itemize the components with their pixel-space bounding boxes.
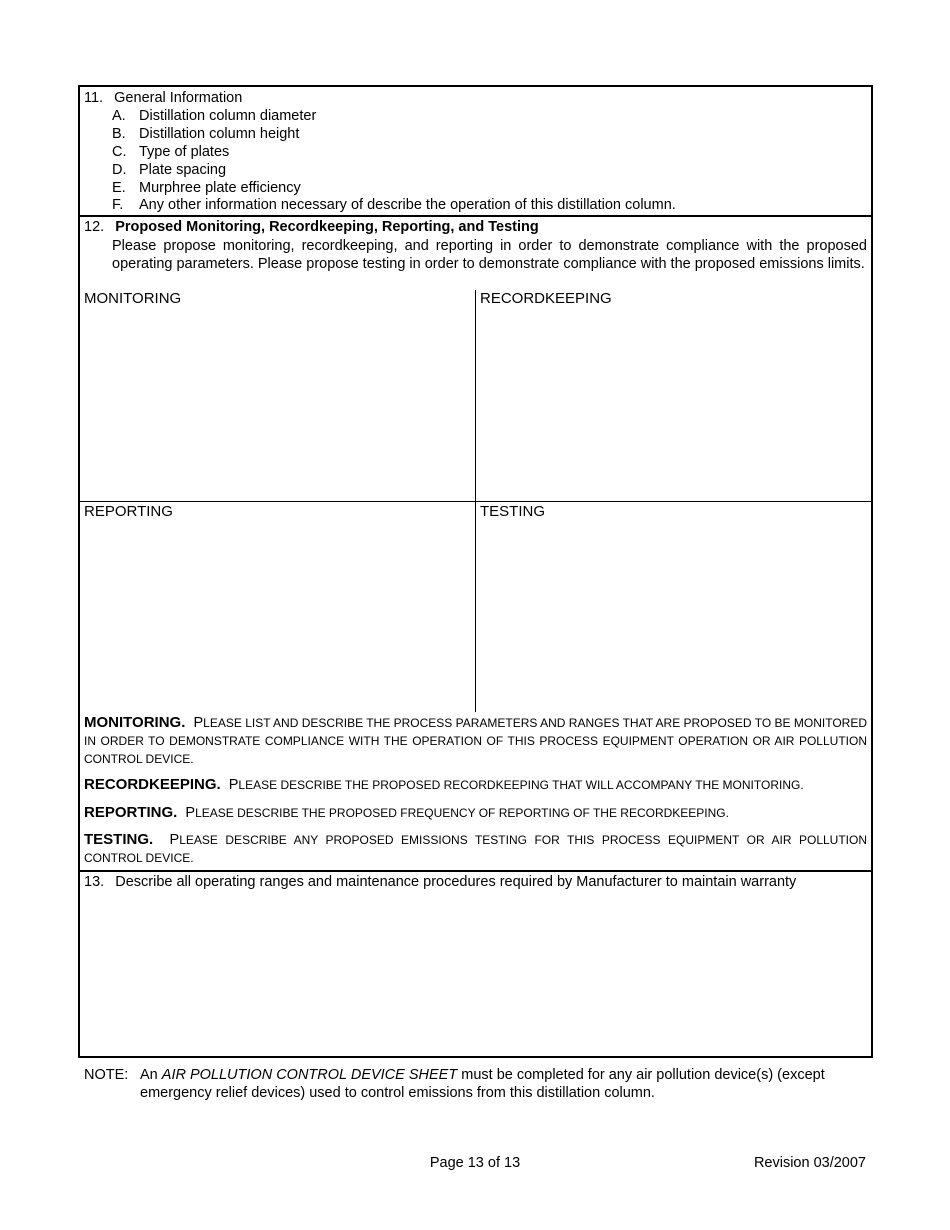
section-12-title: Proposed Monitoring, Recordkeeping, Reporting, and Testing (115, 219, 539, 235)
recordkeeping-cell-label: RECORDKEEPING (480, 290, 612, 307)
revision-label: Revision 03/2007 (753, 1155, 866, 1171)
section-11-number: 11. (84, 90, 104, 106)
note-pre: An (140, 1067, 158, 1083)
item-letter: A. (112, 108, 126, 124)
section-11-heading (84, 90, 242, 106)
form-frame (78, 85, 873, 1058)
item-letter: E. (112, 180, 126, 196)
note-label: NOTE: (84, 1067, 129, 1083)
item-letter: C. (112, 144, 127, 160)
monitoring-instruction-text: LEASE LIST AND DESCRIBE THE PROCESS PARAMETERS AND RANGES THAT ARE PROPOSED TO BE MONITORED IN ORDER TO DEMONSTRATE COMPLIANCE WITH THE OPERATION OF THIS PROCESS EQUIPMENT OPERATION OR AIR POLLUTION CONTROL DEVICE. (84, 716, 867, 766)
item-letter: B. (112, 126, 126, 142)
recordkeeping-instruction-head: RECORDKEEPING. (84, 776, 221, 793)
reporting-instruction (84, 804, 867, 822)
item-text: Plate spacing (139, 162, 227, 178)
item-text: Murphree plate efficiency (139, 180, 301, 196)
testing-instruction-cap: P (169, 832, 180, 848)
monitoring-instruction-cap: P (193, 715, 204, 731)
item-letter: F. (112, 197, 124, 213)
testing-entry-area[interactable] (477, 522, 871, 710)
list-item (112, 162, 226, 178)
section-13-number: 13. (84, 874, 105, 890)
note (84, 1066, 869, 1102)
monitoring-instruction (84, 714, 867, 768)
recordkeeping-entry-area[interactable] (477, 309, 871, 499)
testing-instruction (84, 831, 867, 867)
section-13-heading (84, 874, 796, 890)
item-text: Distillation column height (139, 126, 300, 142)
reporting-instruction-head: REPORTING. (84, 804, 178, 821)
testing-instruction-text: LEASE DESCRIBE ANY PROPOSED EMISSIONS TESTING FOR THIS PROCESS EQUIPMENT OR AIR POLLUTION CONTROL DEVICE. (84, 833, 867, 865)
recordkeeping-instruction-text: LEASE DESCRIBE THE PROPOSED RECORDKEEPING THAT WILL ACCOMPANY THE MONITORING. (238, 778, 804, 792)
grid-horizontal-divider (80, 501, 871, 502)
item-text: Distillation column diameter (139, 108, 317, 124)
reporting-instruction-cap: P (185, 805, 196, 821)
list-item (112, 180, 301, 196)
section-12-heading (84, 219, 539, 235)
list-item (112, 108, 316, 124)
page-number: Page 13 of 13 (429, 1155, 521, 1171)
recordkeeping-instruction (84, 776, 867, 794)
list-item (112, 197, 676, 213)
testing-cell-label: TESTING (480, 503, 546, 520)
item-text: Any other information necessary of describe the operation of this distillation column. (139, 197, 676, 213)
section-13-entry-area[interactable] (80, 896, 871, 1056)
recordkeeping-instruction-cap: P (228, 777, 239, 793)
item-text: Type of plates (139, 144, 230, 160)
reporting-cell-label: REPORTING (84, 503, 173, 520)
testing-instruction-head: TESTING. (84, 831, 154, 848)
monitoring-cell-label: MONITORING (84, 290, 182, 307)
note-italic: AIR POLLUTION CONTROL DEVICE SHEET (161, 1067, 458, 1083)
item-letter: D. (112, 162, 127, 178)
reporting-instruction-text: LEASE DESCRIBE THE PROPOSED FREQUENCY OF REPORTING OF THE RECORDKEEPING. (195, 806, 729, 820)
list-item (112, 144, 229, 160)
section-13 (80, 872, 871, 1056)
list-item (112, 126, 299, 142)
section-11-title: General Information (114, 90, 243, 106)
reporting-entry-area[interactable] (80, 522, 474, 710)
section-11 (80, 87, 871, 217)
section-12-number: 12. (84, 219, 105, 235)
section-12 (80, 217, 871, 872)
monitoring-entry-area[interactable] (80, 309, 474, 499)
note-post: must be completed for any air pollution device(s) (except emergency relief devices) used to control emissions from this distillation column. (140, 1067, 825, 1101)
section-12-paragraph: Please propose monitoring, recordkeeping, and reporting in order to demonstrate compliance with the proposed operating parameters. Please propose testing in order to demonstrate compliance with the proposed emissions limits. (112, 238, 867, 272)
monitoring-instruction-head: MONITORING. (84, 714, 186, 731)
section-13-text: Describe all operating ranges and maintenance procedures required by Manufacturer to maintain warranty (115, 874, 797, 890)
